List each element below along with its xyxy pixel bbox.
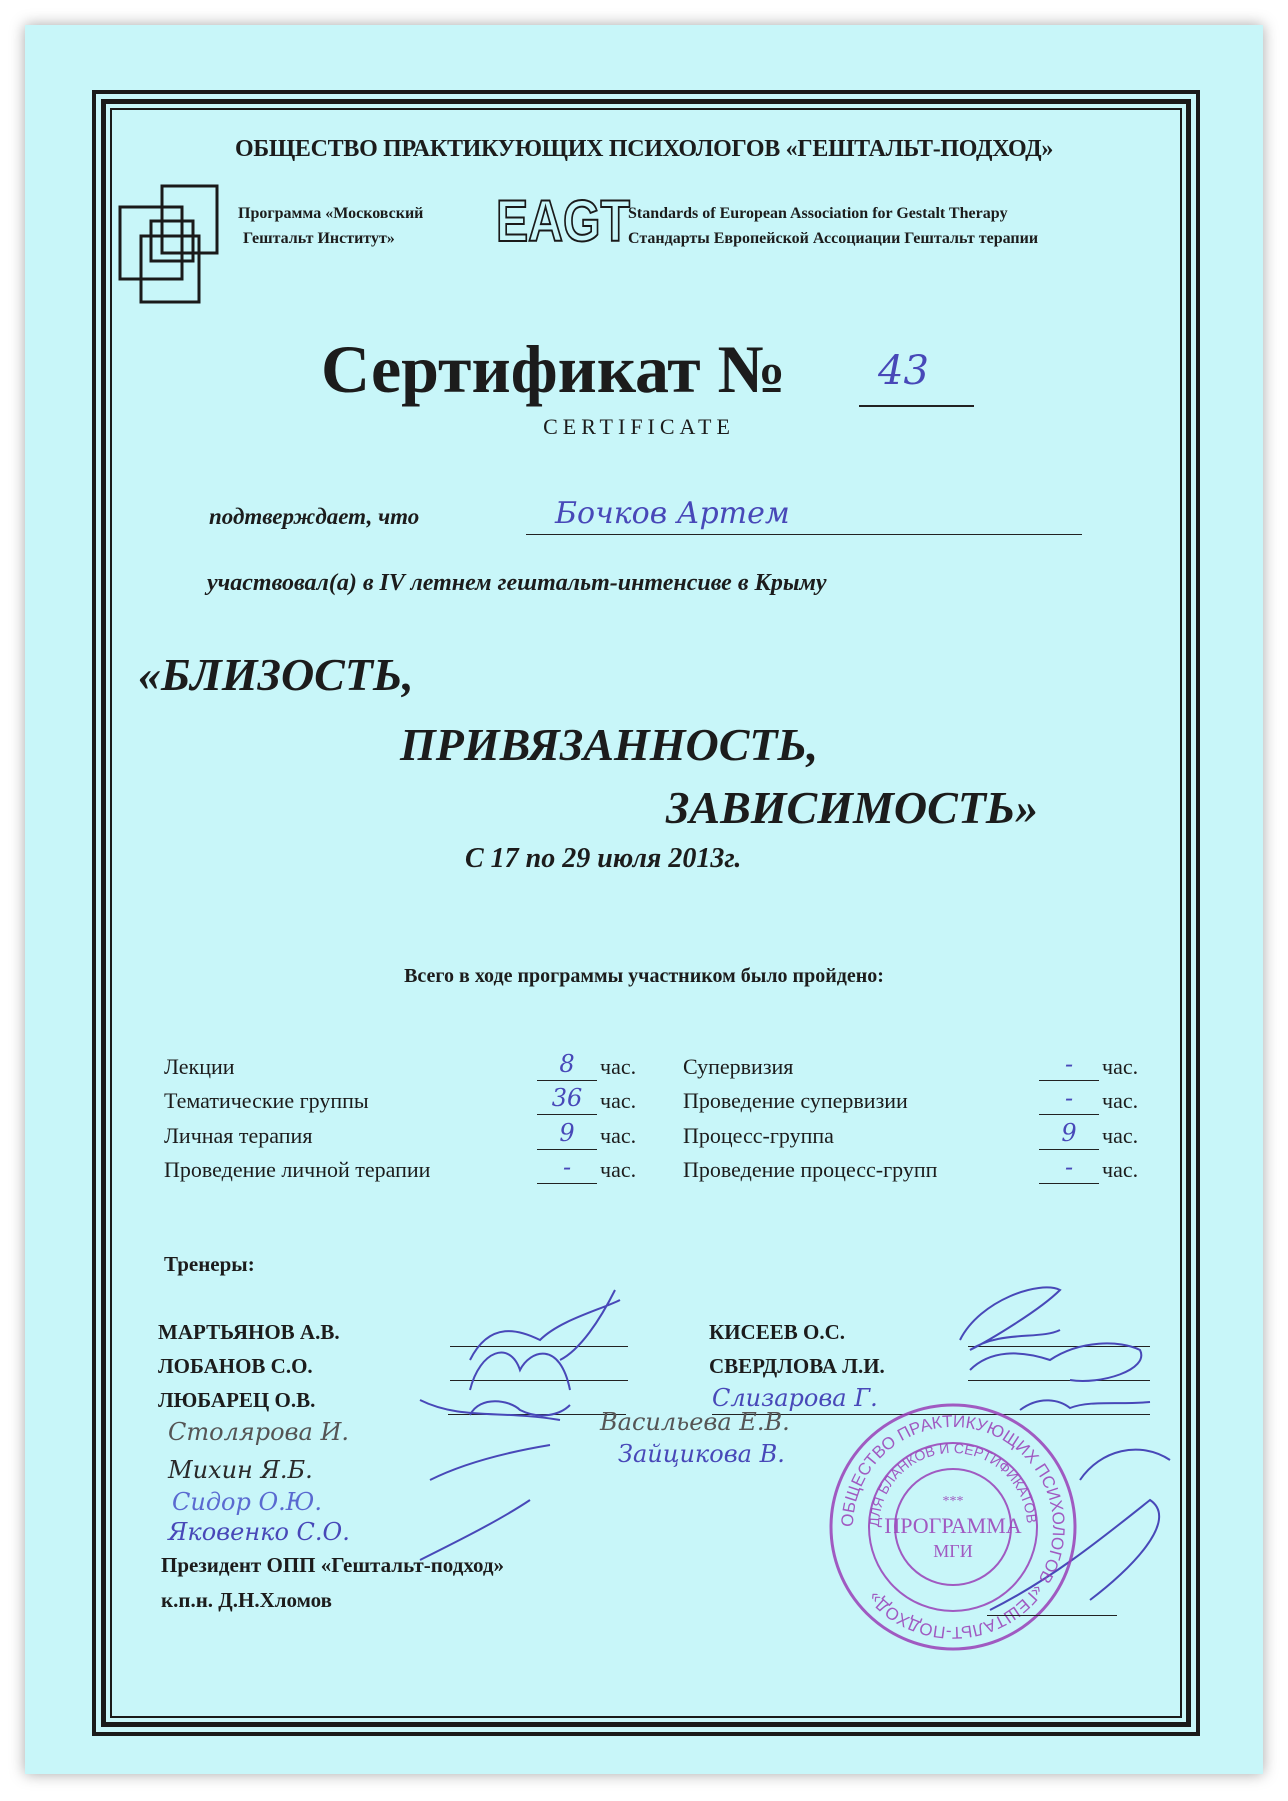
hours-unit: час. bbox=[600, 1088, 637, 1113]
hours-label: Процесс-группа bbox=[683, 1123, 834, 1148]
president-signature-line bbox=[987, 1615, 1117, 1616]
stamp-stars: *** bbox=[942, 1494, 964, 1509]
hours-value: - bbox=[1064, 1153, 1074, 1181]
hours-unit: час. bbox=[600, 1123, 637, 1148]
signature-kiseev bbox=[960, 1287, 1060, 1350]
theme-line3: ЗАВИСИМОСТЬ» bbox=[666, 782, 1039, 833]
signature-lobanov bbox=[420, 1353, 570, 1420]
theme-line2: ПРИВЯЗАННОСТЬ, bbox=[400, 719, 819, 770]
hours-value: 36 bbox=[551, 1084, 583, 1112]
trainer-name: ЛОБАНОВ С.О. bbox=[158, 1354, 313, 1378]
handwritten-trainer: Яковенко С.О. bbox=[168, 1518, 350, 1546]
organization-title: ОБЩЕСТВО ПРАКТИКУЮЩИХ ПСИХОЛОГОВ «ГЕШТАЛЬТ-ПОДХОД» bbox=[234, 136, 1054, 162]
hours-unit: час. bbox=[600, 1157, 637, 1182]
hours-label: Супервизия bbox=[683, 1054, 794, 1079]
handwritten-trainer: Слизарова Г. bbox=[712, 1384, 878, 1412]
hours-unit: час. bbox=[1102, 1157, 1139, 1182]
standards-en: Standards of European Association for Gestalt Therapy bbox=[628, 205, 1008, 222]
stamp-center2: МГИ bbox=[933, 1541, 973, 1561]
hours-unit: час. bbox=[1102, 1054, 1139, 1079]
hours-unit: час. bbox=[600, 1054, 637, 1079]
hours-value: - bbox=[1064, 1084, 1074, 1112]
recipient-name: Бочков Артем bbox=[555, 496, 790, 531]
standards-ru: Стандарты Европейской Ассоциации Гештальт терапии bbox=[628, 230, 1039, 247]
svg-text:EAGT: EAGT bbox=[496, 189, 630, 254]
program-line1: Программа «Московский bbox=[238, 205, 424, 222]
handwritten-trainer: Михин Я.Б. bbox=[168, 1456, 313, 1484]
stamp-center1: ПРОГРАММА bbox=[884, 1513, 1022, 1538]
certificate-subtitle: CERTIFICATE bbox=[543, 414, 735, 439]
theme-line1: «БЛИЗОСТЬ, bbox=[138, 649, 414, 700]
certificate-number: 43 bbox=[878, 348, 929, 394]
trainer-name: КИСЕЕВ О.С. bbox=[709, 1320, 845, 1344]
stamp-inner-text: ДЛЯ БЛАНКОВ И СЕРТИФИКАТОВ bbox=[865, 1439, 1040, 1528]
president-name: к.п.н. Д.Н.Хломов bbox=[161, 1588, 332, 1612]
confirms-label: подтверждает, что bbox=[209, 504, 420, 529]
handwritten-trainer: Васильева Е.В. bbox=[600, 1408, 790, 1436]
hours-unit: час. bbox=[1102, 1088, 1139, 1113]
hours-label: Личная терапия bbox=[164, 1123, 313, 1148]
hours-value: 9 bbox=[559, 1119, 575, 1147]
signature-sverdlova bbox=[970, 1343, 1141, 1381]
hours-label: Проведение супервизии bbox=[683, 1088, 908, 1113]
handwritten-trainer: Зайцикова В. bbox=[618, 1440, 785, 1468]
stamp-outer-text: ОБЩЕСТВО ПРАКТИКУЮЩИХ ПСИХОЛОГОВ «ГЕШТАЛЬТ-ПОДХОД» bbox=[837, 1411, 1069, 1643]
signature-misc bbox=[420, 1445, 550, 1560]
program-dates: С 17 по 29 июля 2013г. bbox=[465, 843, 742, 874]
hours-heading: Всего в ходе программы участником было пройдено: bbox=[404, 965, 884, 987]
signature-martyanov bbox=[470, 1290, 620, 1360]
trainer-name: МАРТЬЯНОВ А.В. bbox=[158, 1320, 340, 1344]
hours-value: - bbox=[562, 1153, 572, 1181]
trainer-name: ЛЮБАРЕЦ О.В. bbox=[158, 1388, 316, 1412]
president-title: Президент ОПП «Гештальт-подход» bbox=[161, 1553, 505, 1577]
participation-text: участвовал(а) в IV летнем гештальт-интенсиве в Крыму bbox=[207, 570, 827, 596]
program-line2: Гештальт Институт» bbox=[243, 230, 395, 247]
hours-label: Проведение личной терапии bbox=[164, 1157, 431, 1182]
hours-value: - bbox=[1064, 1050, 1074, 1078]
handwritten-trainer: Столярова И. bbox=[168, 1418, 350, 1446]
handwritten-trainer: Сидор О.Ю. bbox=[172, 1488, 323, 1516]
certificate-title: Сертификат № bbox=[321, 331, 786, 407]
hours-value: 8 bbox=[559, 1050, 575, 1078]
hours-label: Тематические группы bbox=[164, 1088, 369, 1113]
trainers-heading: Тренеры: bbox=[164, 1252, 255, 1276]
hours-value: 9 bbox=[1061, 1119, 1077, 1147]
hours-unit: час. bbox=[1102, 1123, 1139, 1148]
hours-label: Проведение процесс-групп bbox=[683, 1157, 938, 1182]
trainer-name: СВЕРДЛОВА Л.И. bbox=[709, 1354, 885, 1378]
hours-label: Лекции bbox=[164, 1054, 235, 1079]
